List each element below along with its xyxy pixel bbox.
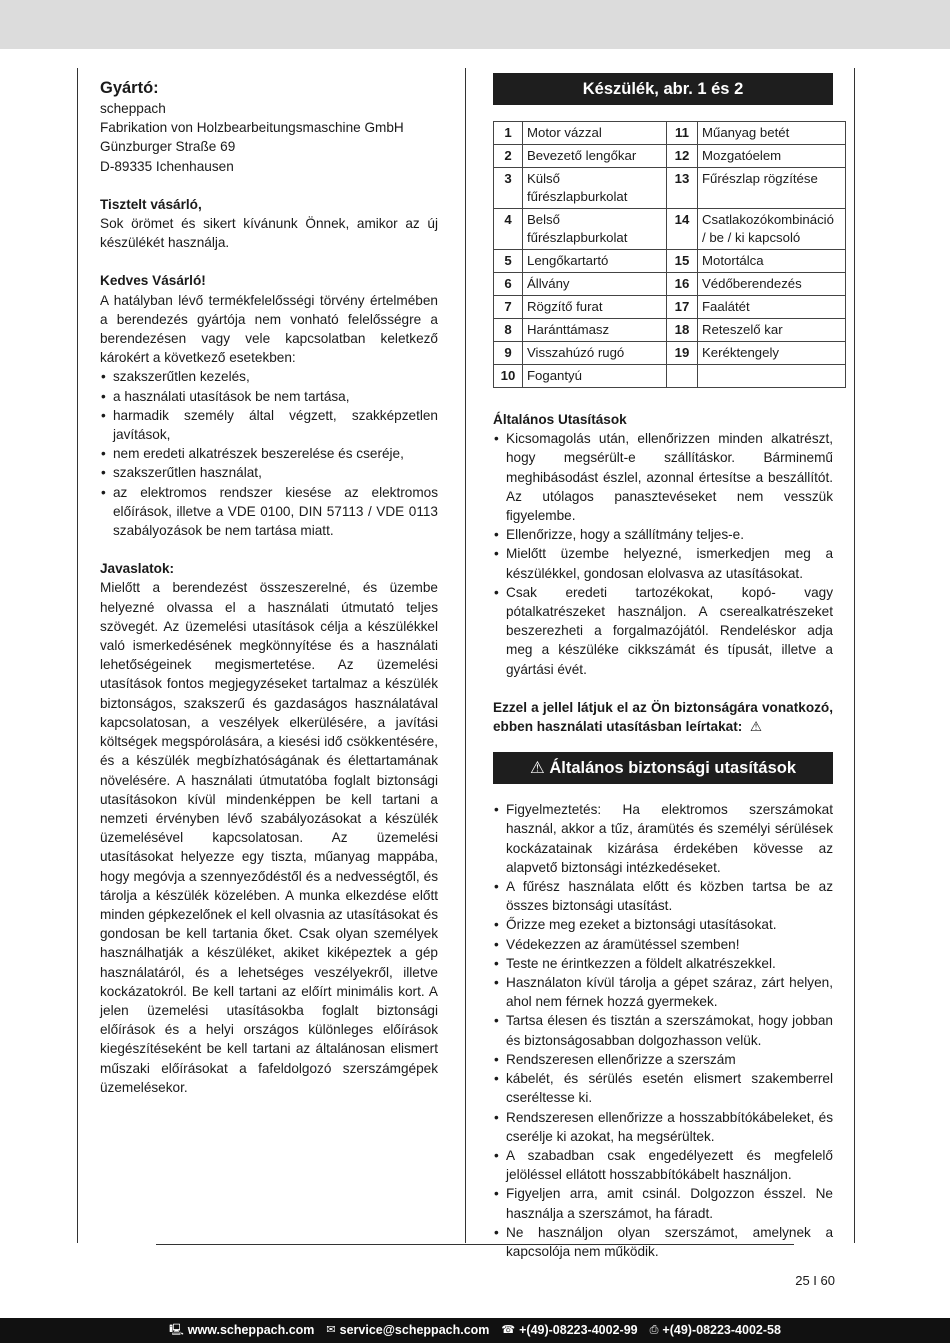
table-cell: Mozgatóelem <box>698 145 846 168</box>
footer-fax-text: +(49)-08223-4002-58 <box>662 1323 781 1337</box>
footer-phone-text: +(49)-08223-4002-99 <box>519 1323 638 1337</box>
table-cell: 14 <box>667 209 698 250</box>
left-column <box>100 78 438 1097</box>
footer-email-text: service@scheppach.com <box>339 1323 490 1337</box>
list-item: • Mielőtt üzembe helyezné, ismerkedjen meg a készülékkel, gondosan elolvasva az utasításokat. <box>493 544 833 582</box>
warning-icon: ⚠ <box>529 759 545 778</box>
monitor-icon: 🖳 <box>169 1324 184 1336</box>
table-cell: 5 <box>494 250 523 273</box>
list-item: • Csak eredeti tartozékokat, kopó- vagy pótalkatrészeket használjon. A cserealkatrészeket beszerezheti a forgalmazójától. Rendeléskor adja meg a készüléke cikkszámát és típusát, illetve a gyártási évét. <box>493 583 833 679</box>
table-cell: 15 <box>667 250 698 273</box>
header-band <box>0 0 950 49</box>
table-row <box>494 168 846 209</box>
list-item: • Tartsa élesen és tisztán a szerszámokat, hogy jobban és biztonságosabban dolgozhasson velük. <box>493 1011 833 1049</box>
table-cell: Külső fűrészlapburkolat <box>523 168 667 209</box>
list-item: • A fűrész használata előtt és közben tartsa be az összes biztonsági utasítást. <box>493 877 833 915</box>
general-list <box>493 429 833 679</box>
table-cell: Fűrészlap rögzítése <box>698 168 846 209</box>
maker-heading: Gyártó: <box>100 79 159 97</box>
table-cell: 3 <box>494 168 523 209</box>
table-cell: 6 <box>494 273 523 296</box>
table-cell: Csatlakozókombináció / be / ki kapcsoló <box>698 209 846 250</box>
table-row <box>494 296 846 319</box>
table-cell: 9 <box>494 342 523 365</box>
safety-heading: Általános biztonsági utasítások <box>549 759 797 778</box>
table-cell: Visszahúzó rugó <box>523 342 667 365</box>
table-row <box>494 122 846 145</box>
table-row <box>494 342 846 365</box>
list-item: • kábelét, és sérülés esetén elismert szakemberrel cseréltesse ki. <box>493 1069 833 1107</box>
list-item: • Ne használjon olyan szerszámot, amelynek a kapcsolója nem működik. <box>493 1223 833 1261</box>
parts-table <box>493 121 846 388</box>
advice-text: Mielőtt a berendezést összeszerelné, és üzembe helyezné olvassa el a használati útmutató teljes szövegét. Az üzemelési utasítások célja a készülékkel való ismerkedésének megkönnyítése és a használati lehetőségeinek megismertetése. Az üzemelési utasítások fontos megjegyzéseket tartalmaz a készülék biztonságos, szakszerű és gazdaságos használatával kapcsolatosan, a veszélyek elkerülésére, a javítási költségek megspórolására, a kiesési idő csökkentésére, és a készülék megbízhatóságának és élettartamának növelésére. A használati útmutatóba foglalt biztonsági utasításokon kívül mindenképpen be kell tartani a nemzeti érvényben lévő szabályozásokat a készülék üzemelésével kapcsolatosan. Az üzemelési utasításokat helyezze egy tiszta, műanyag mappába, hogy megóvja a szennyeződéstől és a nedvességtől, és tárolja a készülék közelében. A munka elkezdése előtt minden gépkezelőnek el kell olvasnia az utasításokat és gondosan be kell tartania őket. Csak olyan személyek használhatják a készüléket, akiket kiképeztek a gép használatáról, és a lehetséges veszélyekről, illetve kockázatokról. Be kell tartani az előírt minimális kort. A jelen üzemelési utasításokba foglalt biztonsági előírások és a helyi országos különleges előírások kiegészítéseként be kell tartani az általánosan elismert műszaki előírásokat a fafeldolgozó szerszámgépek üzemelésekor. <box>100 580 438 1095</box>
device-heading: Készülék, abr. 1 és 2 <box>493 73 833 105</box>
table-cell: 13 <box>667 168 698 209</box>
center-column-rule <box>465 68 466 1243</box>
table-cell <box>698 365 846 388</box>
table-cell: Motor vázzal <box>523 122 667 145</box>
symbol-note <box>493 698 833 736</box>
table-cell: Haránttámasz <box>523 319 667 342</box>
table-row <box>494 209 846 250</box>
list-item: • Őrizze meg ezeket a biztonsági utasításokat. <box>493 915 833 934</box>
maker-line: Günzburger Straße 69 <box>100 139 236 155</box>
list-item: • Ellenőrizze, hogy a szállítmány teljes-e. <box>493 525 833 544</box>
table-cell: 17 <box>667 296 698 319</box>
list-item: • Kicsomagolás után, ellenőrizzen minden alkatrészt, hogy megsérült-e szállításkor. Bárminemű meghibásodást észlel, azonnal értesítse a beszállítót. Az utólagos panasztevéseket nem vesszük figyelembe. <box>493 429 833 525</box>
advice-heading: Javaslatok: <box>100 561 175 577</box>
dear-buyer-heading: Kedves Vásárló! <box>100 273 206 289</box>
table-cell: 11 <box>667 122 698 145</box>
table-cell: Reteszelő kar <box>698 319 846 342</box>
warning-icon: ⚠ <box>749 719 763 735</box>
table-cell: 8 <box>494 319 523 342</box>
table-cell: Lengőkartartó <box>523 250 667 273</box>
list-item: • Figyelmeztetés: Ha elektromos szerszámokat használ, akkor a tűz, áramütés és személyi sérülések kockázatainak kizárása érdekében kövesse az alapvető biztonsági intézkedéseket. <box>493 800 833 877</box>
table-cell: Bevezető lengőkar <box>523 145 667 168</box>
list-item: • szakszerűtlen használat, <box>100 463 438 482</box>
table-row <box>494 145 846 168</box>
footer-phone <box>501 1318 637 1343</box>
footer-bar <box>0 1318 950 1343</box>
maker-line: Fabrikation von Holzbearbeitungsmaschine GmbH <box>100 120 404 136</box>
liability-text: A hatályban lévő termékfelelősségi törvény értelmében a berendezés gyártója nem vonható felelősségre a berendezésen vagy vele kapcsolatban keletkező károkért a következő esetekben: <box>100 292 438 366</box>
footer-web[interactable] <box>169 1318 314 1343</box>
liability-list <box>100 367 438 540</box>
table-row <box>494 273 846 296</box>
footer-fax <box>650 1318 781 1343</box>
dear-customer-heading: Tisztelt vásárló, <box>100 196 202 212</box>
table-cell: Rögzítő furat <box>523 296 667 319</box>
table-cell: 18 <box>667 319 698 342</box>
symbol-note-text: Ezzel a jellel látjuk el az Ön biztonságára vonatkozó, ebben használati utasításban leírtakat: <box>493 699 833 735</box>
maker-line: D-89335 Ichenhausen <box>100 158 234 174</box>
safety-heading-bar <box>493 752 833 784</box>
table-cell: Műanyag betét <box>698 122 846 145</box>
list-item: • Használaton kívül tárolja a gépet száraz, zárt helyen, ahol nem férnek hozzá gyermekek. <box>493 973 833 1011</box>
list-item: • szakszerűtlen kezelés, <box>100 367 438 386</box>
dear-customer-text: Sok örömet és sikert kívánunk Önnek, amikor az új készülékét használja. <box>100 216 438 251</box>
table-cell: 7 <box>494 296 523 319</box>
table-cell: Fogantyú <box>523 365 667 388</box>
fax-icon: ⎙ <box>649 1324 659 1336</box>
footer-web-text: www.scheppach.com <box>187 1323 315 1337</box>
table-row <box>494 250 846 273</box>
list-item: • Teste ne érintkezzen a földelt alkatrészekkel. <box>493 954 833 973</box>
list-item: • A szabadban csak engedélyezett és megfelelő jelöléssel ellátott hosszabbítókábelt használjon. <box>493 1146 833 1184</box>
list-item: • a használati utasítások be nem tartása, <box>100 387 438 406</box>
table-cell: Védőberendezés <box>698 273 846 296</box>
phone-icon: ☎ <box>501 1324 516 1336</box>
page-number: 25 I 60 <box>795 1273 835 1288</box>
table-row <box>494 319 846 342</box>
table-cell: Faalátét <box>698 296 846 319</box>
table-cell: 19 <box>667 342 698 365</box>
table-cell: Belső fűrészlapburkolat <box>523 209 667 250</box>
right-column-rule <box>854 68 855 1243</box>
general-heading: Általános Utasítások <box>493 412 627 427</box>
table-cell: Motortálca <box>698 250 846 273</box>
envelope-icon: ✉ <box>326 1324 336 1336</box>
list-item: • az elektromos rendszer kiesése az elektromos előírások, illetve a VDE 0100, DIN 57113 / VDE 0113 szabályozások be nem tartása miatt. <box>100 483 438 541</box>
table-cell: 4 <box>494 209 523 250</box>
left-column-rule <box>77 68 78 1243</box>
table-cell: Állvány <box>523 273 667 296</box>
table-cell: 1 <box>494 122 523 145</box>
list-item: • Rendszeresen ellenőrizze a szerszám <box>493 1050 833 1069</box>
table-cell: 12 <box>667 145 698 168</box>
list-item: • Védekezzen az áramütéssel szemben! <box>493 935 833 954</box>
table-cell <box>667 365 698 388</box>
list-item: • nem eredeti alkatrészek beszerelése és cseréje, <box>100 444 438 463</box>
table-cell: 2 <box>494 145 523 168</box>
table-cell: Keréktengely <box>698 342 846 365</box>
table-cell: 16 <box>667 273 698 296</box>
list-item: • harmadik személy által végzett, szakképzetlen javítások, <box>100 406 438 444</box>
table-cell: 10 <box>494 365 523 388</box>
footer-email[interactable] <box>326 1318 489 1343</box>
list-item: • Figyeljen arra, amit csinál. Dolgozzon ésszel. Ne használja a szerszámot, ha fáradt. <box>493 1184 833 1222</box>
maker-line: scheppach <box>100 101 166 116</box>
right-column <box>493 73 833 1261</box>
list-item: • Rendszeresen ellenőrizze a hosszabbítókábeleket, és cserélje ki azokat, ha megsérültek. <box>493 1108 833 1146</box>
table-row <box>494 365 846 388</box>
safety-list <box>493 800 833 1261</box>
